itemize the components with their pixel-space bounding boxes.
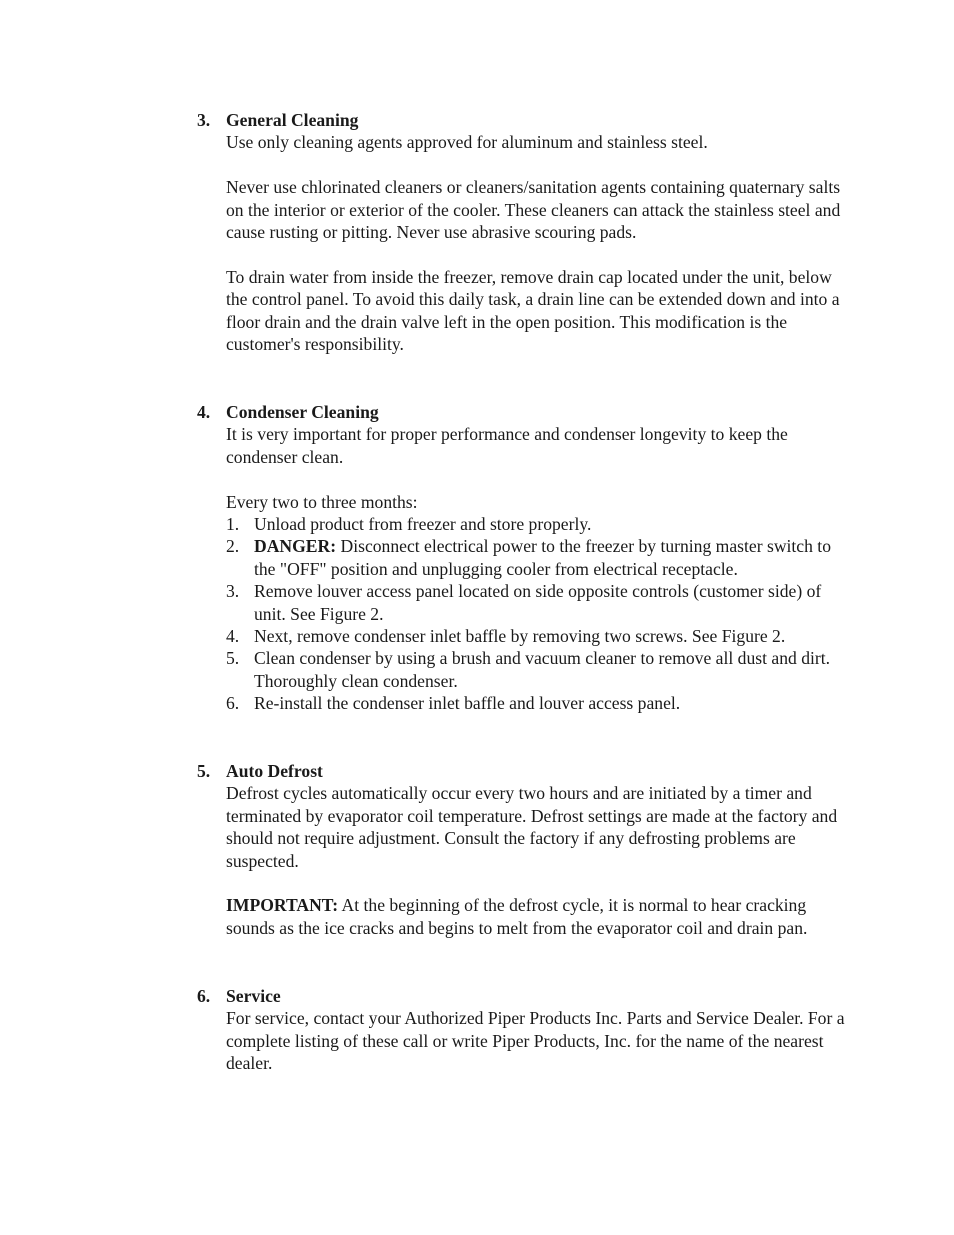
section-number: 3. [197,110,211,130]
list-item-text: Next, remove condenser inlet baffle by removing two screws. See Figure 2. [254,626,786,647]
list-item-number: 4. [226,626,240,647]
paragraph: Use only cleaning agents approved for aluminum and stainless steel. [226,132,708,153]
list-item-number: 3. [226,581,240,602]
section-service [197,985,847,1075]
list-item-text: Re-install the condenser inlet baffle and louver access panel. [254,693,681,714]
danger-label: DANGER: [254,536,337,557]
section-title: Service [226,986,281,1006]
list-item-text: DANGER: Disconnect electrical power to the freezer by turning master switch to the "OFF" position and unplugging cooler from electrical receptacle. [254,536,831,579]
list-item [226,647,847,692]
list-item [226,513,847,535]
paragraph: To drain water from inside the freezer, remove drain cap located under the unit, below the control panel. To avoid this daily task, a drain line can be extended down and into a floor drain and the drain valve left in the open position. This modification is the customer's responsibility. [226,266,840,355]
section-general-cleaning [197,109,847,355]
list-item [226,625,847,647]
list-item [226,535,847,580]
list-item [226,692,847,714]
paragraph: Defrost cycles automatically occur every two hours and are initiated by a timer and terminated by evaporator coil temperature. Defrost settings are made at the factory and should not require adjustment. Consult the factory if any defrosting problems are suspected. [226,783,838,871]
list-item-number: 6. [226,693,240,714]
list-item-text: Unload product from freezer and store properly. [254,514,592,535]
section-title: Condenser Cleaning [226,402,379,422]
list-item-text: Clean condenser by using a brush and vacuum cleaner to remove all dust and dirt. Thoroughly clean condenser. [254,648,831,691]
important-label: IMPORTANT: [226,895,339,916]
important-note: IMPORTANT: At the beginning of the defrost cycle, it is normal to hear cracking sounds as the ice cracks and begins to melt from the evaporator coil and drain pan. [226,895,808,938]
section-title: Auto Defrost [226,761,323,781]
paragraph: Every two to three months: [226,491,418,512]
list-item-number: 1. [226,514,240,535]
list-item-number: 2. [226,536,240,557]
section-number: 5. [197,761,211,781]
list-item-text: Remove louver access panel located on side opposite controls (customer side) of unit. See Figure 2. [254,581,822,624]
section-number: 4. [197,402,211,422]
section-condenser-cleaning [197,401,847,715]
section-auto-defrost [197,760,847,939]
paragraph: Never use chlorinated cleaners or cleaners/sanitation agents containing quaternary salts on the interior or exterior of the cooler. These cleaners can attack the stainless steel and cause rusting or pitting. Never use abrasive scouring pads. [226,177,841,243]
section-number: 6. [197,986,211,1006]
section-title: General Cleaning [226,110,359,130]
list-item [226,580,847,625]
list-item-number: 5. [226,648,240,669]
paragraph: It is very important for proper performance and condenser longevity to keep the condenser clean. [226,424,788,467]
paragraph: For service, contact your Authorized Piper Products Inc. Parts and Service Dealer. For a complete listing of these call or write Piper Products, Inc. for the name of the nearest dealer. [226,1008,845,1074]
